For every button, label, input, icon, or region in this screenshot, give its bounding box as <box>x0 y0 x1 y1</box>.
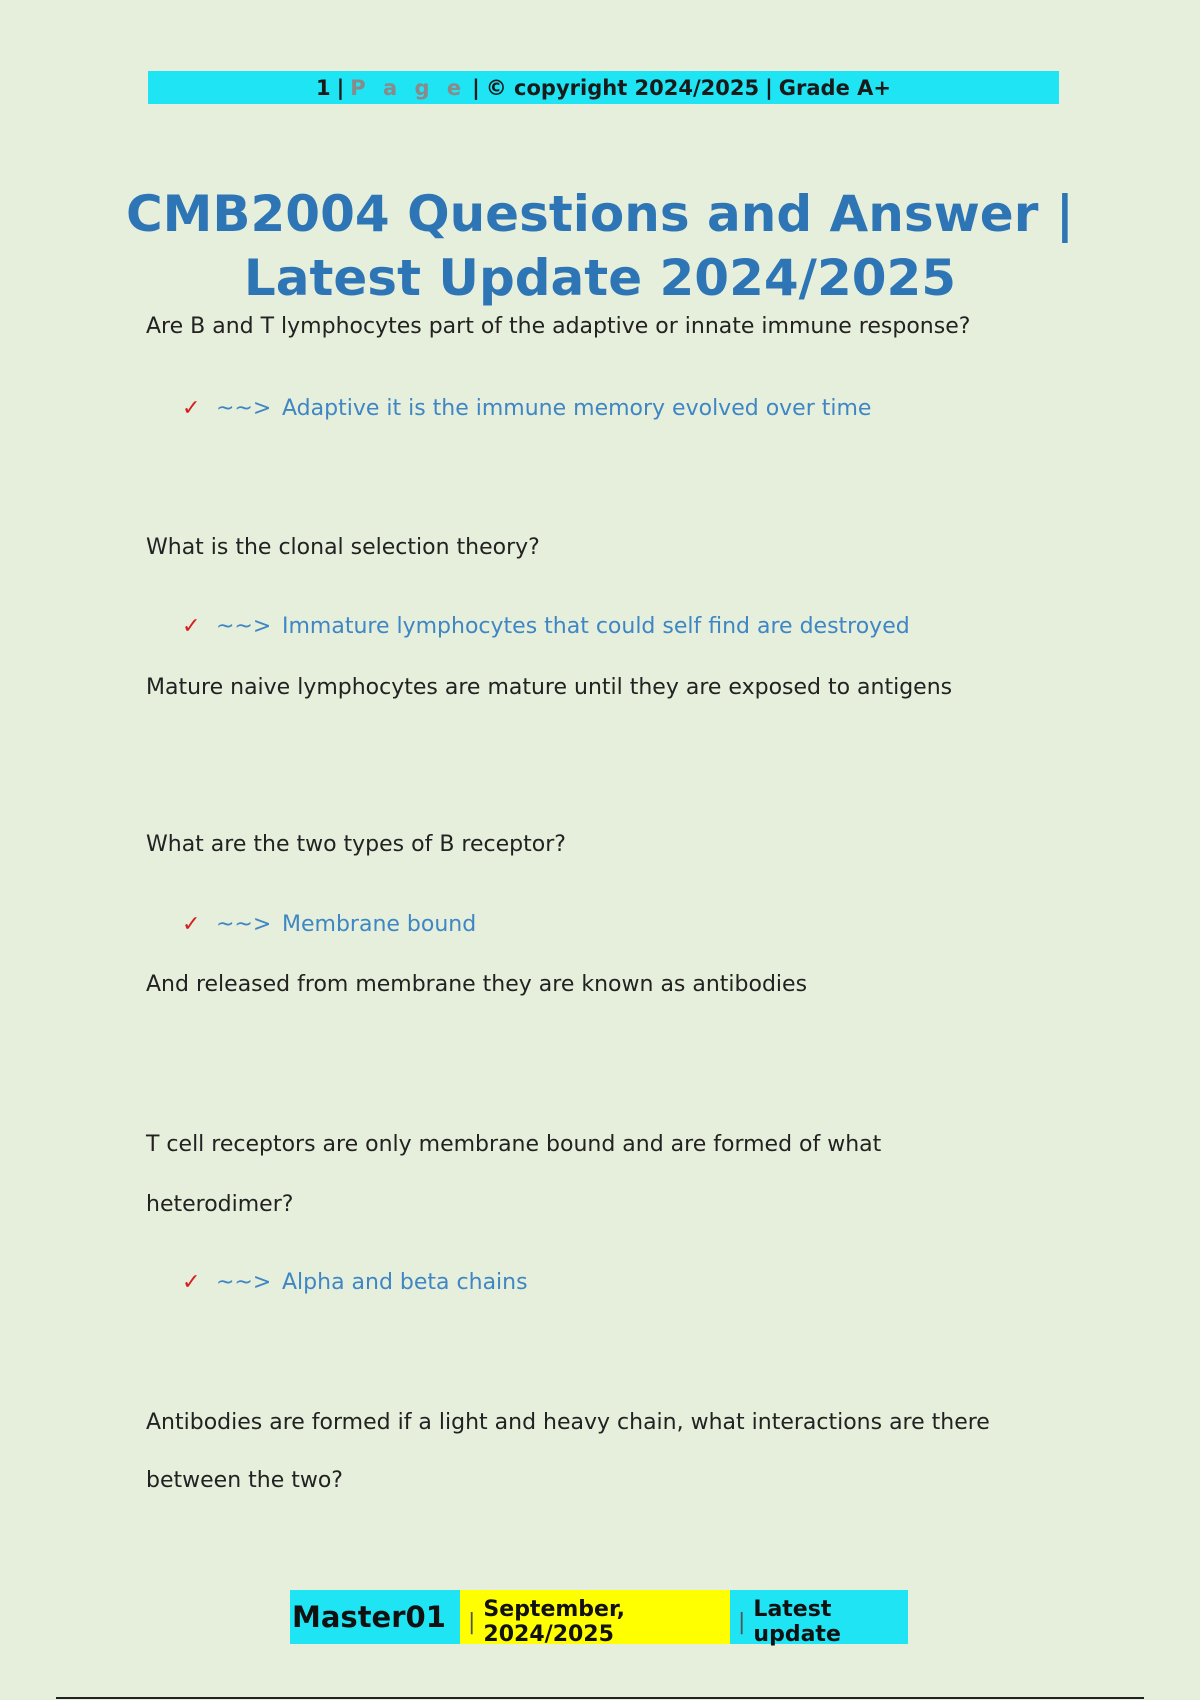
answer-4 <box>182 1270 528 1295</box>
check-icon: ✓ <box>182 614 201 639</box>
answer-1 <box>182 396 871 421</box>
grade-text: Grade A+ <box>778 75 891 100</box>
bottom-divider <box>56 1697 1144 1699</box>
question-1: Are B and T lymphocytes part of the adaptive or innate immune response? <box>146 314 971 339</box>
check-icon: ✓ <box>182 1270 201 1295</box>
copyright-text: © copyright 2024/2025 <box>485 75 760 100</box>
answer-2-continuation: Mature naive lymphocytes are mature until they are exposed to antigens <box>146 675 953 700</box>
footer-update: Latest update <box>753 1597 841 1647</box>
footer-date-block: | September, 2024/2025 <box>460 1590 730 1644</box>
answer-4-text: Alpha and beta chains <box>282 1270 528 1295</box>
question-3: What are the two types of B receptor? <box>146 832 566 857</box>
answer-1-text: Adaptive it is the immune memory evolved over time <box>282 396 872 421</box>
page-number: 1 <box>316 75 331 100</box>
answer-3-continuation: And released from membrane they are known as antibodies <box>146 972 808 997</box>
title-line-1: CMB2004 Questions and Answer | <box>125 185 1075 243</box>
title-line-2: Latest Update 2024/2025 <box>243 249 957 307</box>
page-label: P a g e <box>350 75 467 100</box>
arrow-marker: ~~> <box>216 912 272 937</box>
footer-date: September, 2024/2025 <box>483 1597 625 1647</box>
answer-3-text: Membrane bound <box>282 912 477 937</box>
footer-update-block: | Latest update <box>730 1590 908 1644</box>
page-header: 1 | P a g e | © copyright 2024/2025 | Grade A+ <box>148 71 1059 104</box>
check-icon: ✓ <box>182 912 201 937</box>
footer-author: Master01 <box>290 1590 460 1644</box>
check-icon: ✓ <box>182 396 201 421</box>
answer-2 <box>182 614 910 639</box>
page-footer <box>290 1590 908 1647</box>
answer-3 <box>182 912 476 937</box>
arrow-marker: ~~> <box>216 1270 272 1295</box>
document-title <box>100 182 1100 310</box>
question-4-line-1: T cell receptors are only membrane bound and are formed of what <box>146 1132 882 1157</box>
arrow-marker: ~~> <box>216 396 272 421</box>
question-5-line-2: between the two? <box>146 1468 343 1493</box>
question-4-line-2: heterodimer? <box>146 1192 294 1217</box>
question-5-line-1: Antibodies are formed if a light and heavy chain, what interactions are there <box>146 1410 990 1435</box>
answer-2-text: Immature lymphocytes that could self find are destroyed <box>282 614 910 639</box>
question-2: What is the clonal selection theory? <box>146 535 540 560</box>
arrow-marker: ~~> <box>216 614 272 639</box>
